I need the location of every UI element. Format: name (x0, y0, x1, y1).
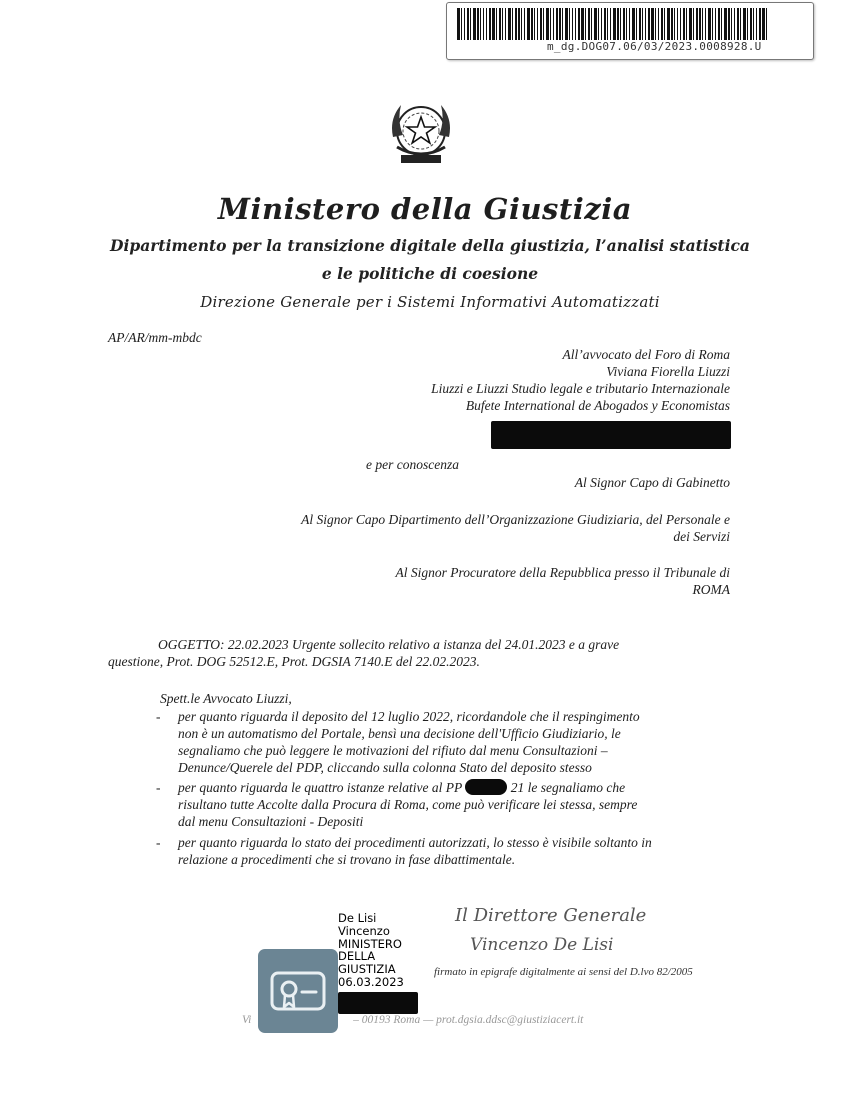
footer-left: Vi (242, 1014, 252, 1026)
barcode-bar (677, 8, 678, 40)
redaction-bar (465, 779, 507, 795)
bullet-dash: - (156, 709, 161, 724)
barcode-bar (467, 8, 469, 40)
addressee-line: Viviana Fiorella Liuzzi (606, 364, 730, 379)
barcode-bar (753, 8, 754, 40)
barcode-bar (534, 8, 535, 40)
bullet-1-line: non è un automatismo del Portale, bensì una decisione dell'Ufficio Giudiziario, le (178, 726, 621, 741)
barcode-bar (518, 8, 520, 40)
bullet-2-line: risultano tutte Accolte dalla Procura di Roma, come può verificare lei stessa, sempre (178, 797, 638, 812)
barcode-bar (626, 8, 627, 40)
barcode-bar (693, 8, 694, 40)
barcode-bar (661, 8, 663, 40)
barcode-bar (620, 8, 621, 40)
barcode-bar (575, 8, 576, 40)
barcode-bar (705, 8, 706, 40)
stamp-line: Vincenzo (338, 923, 390, 938)
redaction-bar (338, 992, 418, 1014)
director-name: Vincenzo De Lisi (470, 935, 614, 955)
barcode-bar (464, 8, 465, 40)
bullet-item-1 (156, 708, 731, 776)
footer-right: – 00193 Roma — prot.dgsia.ddsc@giustiziacert.it (353, 1014, 584, 1026)
barcode-bar (473, 8, 476, 40)
barcode-bar (680, 8, 681, 40)
barcode-bar (562, 8, 563, 40)
barcode-bar (607, 8, 608, 40)
cc-recipient-2-line: dei Servizi (673, 529, 730, 544)
addressee-line: Bufete International de Abogados y Economistas (465, 398, 730, 413)
barcode-bar (648, 8, 650, 40)
cc-recipient-3 (300, 564, 730, 598)
digital-signature-note: firmato in epigrafe digitalmente ai sensi del D.lvo 82/2005 (434, 966, 693, 978)
barcode-bar (671, 8, 673, 40)
barcode-bar (521, 8, 522, 40)
barcode-bar (512, 8, 513, 40)
barcode-bar (740, 8, 741, 40)
barcode-bar (470, 8, 471, 40)
barcode-bar (537, 8, 538, 40)
barcode-bar (591, 8, 592, 40)
barcode-bar (543, 8, 544, 40)
barcode-bar (632, 8, 635, 40)
barcode-bar (743, 8, 746, 40)
barcode-bar (759, 8, 761, 40)
barcode-bars (457, 8, 803, 40)
bullet-1-line: Denunce/Querele del PDP, cliccando sulla colonna Stato del deposito stesso (178, 760, 592, 775)
barcode-bar (540, 8, 542, 40)
subject-block (108, 636, 732, 670)
reference-code: AP/AR/mm-mbdc (108, 330, 202, 345)
barcode-bar (502, 8, 503, 40)
bullet-item-2 (156, 779, 731, 830)
cc-recipient-2 (220, 511, 730, 545)
barcode-bar (699, 8, 701, 40)
barcode-bar (629, 8, 630, 40)
director-title: Il Direttore Generale (455, 905, 647, 926)
direction-line: Direzione Generale per i Sistemi Informativi Automatizzati (200, 293, 660, 311)
cc-recipient-3-line: Al Signor Procuratore della Repubblica presso il Tribunale di (395, 565, 730, 580)
barcode-bar (756, 8, 757, 40)
bullet-3-line: relazione a procedimenti che si trovano in fase dibattimentale. (178, 852, 516, 867)
barcode-bar (658, 8, 659, 40)
bullet-2-line: dal menu Consultazioni - Depositi (178, 814, 364, 829)
bullet-dash: - (156, 835, 161, 850)
barcode-bar (515, 8, 517, 40)
barcode-bar (683, 8, 685, 40)
barcode-bar (702, 8, 703, 40)
barcode-bar (718, 8, 720, 40)
stamp-line: De Lisi (338, 911, 377, 925)
barcode-bar (524, 8, 525, 40)
bullet-2-line (178, 779, 731, 796)
barcode-bar (572, 8, 573, 40)
stamp-line: MINISTERO (338, 936, 402, 951)
barcode-bar (489, 8, 491, 40)
bullet-dash: - (156, 780, 161, 795)
barcode-bar (721, 8, 722, 40)
bullet-2-line-part: per quanto riguarda le quattro istanze relative al PP (178, 780, 462, 795)
republic-emblem-icon (383, 97, 459, 169)
barcode-bar (585, 8, 586, 40)
barcode-bar (762, 8, 765, 40)
barcode-bar (553, 8, 554, 40)
department-line-1: Dipartimento per la transizione digitale della giustizia, l’analisi statistica (110, 236, 750, 255)
barcode-bar (457, 8, 460, 40)
barcode-bar (734, 8, 735, 40)
barcode-bar (655, 8, 656, 40)
barcode-bar (594, 8, 597, 40)
barcode-bar (613, 8, 616, 40)
cc-recipient-3-line: ROMA (692, 582, 730, 597)
barcode-bar (477, 8, 479, 40)
barcode-bar (696, 8, 698, 40)
barcode-bar (715, 8, 716, 40)
barcode-bar (550, 8, 551, 40)
barcode-bar (712, 8, 713, 40)
barcode-bar (492, 8, 495, 40)
redaction-bar (491, 421, 731, 449)
subject-line-1: OGGETTO: 22.02.2023 Urgente sollecito relativo a istanza del 24.01.2023 e a grave (158, 637, 620, 652)
barcode-bar (750, 8, 752, 40)
barcode-bar (559, 8, 561, 40)
barcode-bar (569, 8, 570, 40)
addressee-line: All’avvocato del Foro di Roma (562, 347, 730, 362)
ministry-title: Ministero della Giustizia (217, 192, 633, 226)
barcode-bar (617, 8, 619, 40)
barcode-bar (588, 8, 590, 40)
addressee-block (330, 346, 730, 414)
barcode-bar (486, 8, 487, 40)
barcode-bar (531, 8, 533, 40)
barcode-bar (645, 8, 646, 40)
barcode-bar (527, 8, 530, 40)
barcode-bar (508, 8, 511, 40)
barcode-bar (728, 8, 730, 40)
barcode-text: m_dg.DOG07.06/03/2023.0008928.U (547, 40, 762, 53)
barcode-bar (731, 8, 732, 40)
barcode-bar (708, 8, 711, 40)
barcode-bar (636, 8, 637, 40)
cc-intro: e per conoscenza (366, 457, 459, 472)
barcode-bar (667, 8, 670, 40)
barcode-bar (623, 8, 625, 40)
bullet-1-line: per quanto riguarda il deposito del 12 luglio 2022, ricordandole che il respingimento (178, 709, 640, 724)
barcode-bar (724, 8, 727, 40)
barcode-bar (505, 8, 506, 40)
barcode-bar (689, 8, 692, 40)
barcode-bar (604, 8, 606, 40)
barcode-bar (674, 8, 675, 40)
barcode-bar (639, 8, 641, 40)
digital-signature-stamp (338, 912, 410, 989)
barcode-bar (651, 8, 654, 40)
barcode-bar (499, 8, 501, 40)
barcode-bar (480, 8, 481, 40)
barcode-bar (581, 8, 584, 40)
salutation: Spett.le Avvocato Liuzzi, (160, 691, 292, 706)
footer-address (242, 1014, 583, 1026)
bullet-1-line: segnaliamo che può leggere le motivazioni del rifiuto dal menu Consultazioni – (178, 743, 608, 758)
barcode-bar (546, 8, 549, 40)
barcode-bar (664, 8, 665, 40)
barcode-bar (578, 8, 580, 40)
barcode-bar (496, 8, 497, 40)
stamp-line: GIUSTIZIA (338, 962, 396, 977)
barcode-bar (766, 8, 767, 40)
subject-line-2: questione, Prot. DOG 52512.E, Prot. DGSIA 7140.E del 22.02.2023. (108, 654, 480, 669)
department-line-2: e le politiche di coesione (321, 264, 539, 283)
bullet-item-3 (156, 834, 731, 868)
barcode-bar (642, 8, 643, 40)
barcode-bar (556, 8, 558, 40)
barcode-label (446, 2, 814, 60)
barcode-bar (483, 8, 484, 40)
barcode-bar (601, 8, 602, 40)
addressee-line: Liuzzi e Liuzzi Studio legale e tributario Internazionale (431, 381, 730, 396)
barcode-bar (565, 8, 568, 40)
barcode-bar (610, 8, 611, 40)
barcode-bar (598, 8, 599, 40)
bullet-3-line: per quanto riguarda lo stato dei procedimenti autorizzati, lo stesso è visibile soltanto in (178, 835, 652, 850)
stamp-line: DELLA (338, 949, 376, 964)
cc-recipient-1: Al Signor Capo di Gabinetto (574, 475, 730, 490)
stamp-line: 06.03.2023 (338, 974, 404, 989)
cc-recipient-2-line: Al Signor Capo Dipartimento dell’Organizzazione Giudiziaria, del Personale e (301, 512, 730, 527)
barcode-bar (686, 8, 687, 40)
barcode-bar (747, 8, 748, 40)
barcode-bar (461, 8, 462, 40)
bullet-2-line-part: 21 le segnaliamo che (510, 780, 626, 795)
barcode-bar (737, 8, 739, 40)
